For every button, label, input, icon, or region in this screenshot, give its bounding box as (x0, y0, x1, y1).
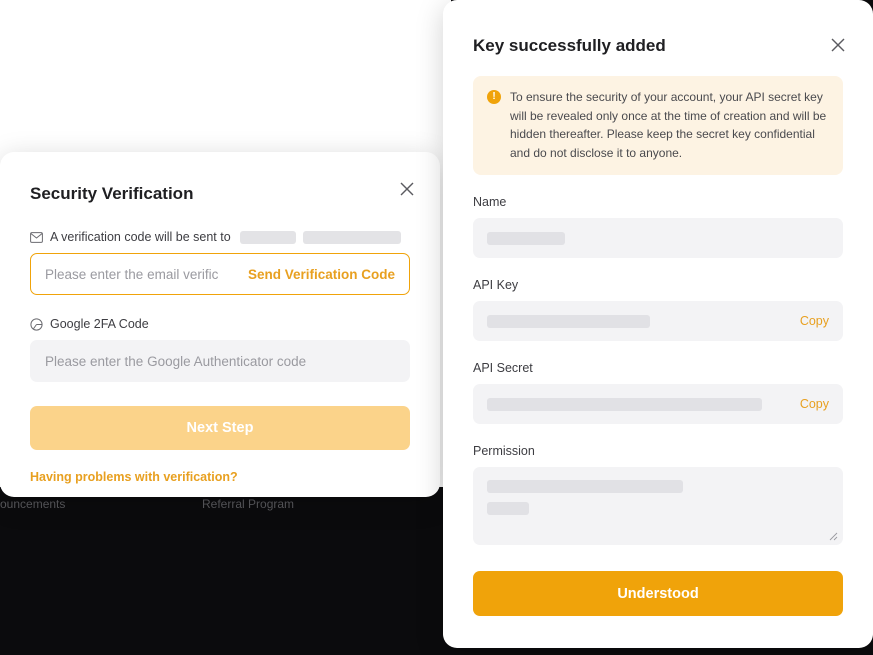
understood-button[interactable]: Understood (473, 571, 843, 616)
google-2fa-label-text: Google 2FA Code (50, 317, 149, 331)
google-2fa-placeholder: Please enter the Google Authenticator code (45, 353, 307, 369)
email-code-placeholder: Please enter the email verific (45, 266, 219, 282)
permission-field-label: Permission (473, 444, 535, 459)
email-masked-part-1 (240, 231, 296, 244)
verification-help-link[interactable]: Having problems with verification? (30, 470, 238, 484)
email-masked-part-2 (303, 231, 401, 244)
send-verification-code-button[interactable]: Send Verification Code (247, 266, 395, 282)
permission-masked-line-1 (487, 480, 683, 493)
email-note-text: A verification code will be sent to (50, 230, 231, 244)
warning-icon: ! (487, 90, 501, 104)
permission-masked-line-2 (487, 502, 529, 515)
key-dialog-title: Key successfully added (473, 36, 666, 55)
security-verification-dialog (0, 152, 440, 497)
api-key-field-label: API Key (473, 278, 519, 293)
close-icon[interactable] (396, 178, 418, 200)
name-field-label: Name (473, 195, 507, 210)
security-notice (473, 76, 843, 175)
google-2fa-input[interactable] (30, 340, 410, 382)
email-code-input[interactable] (30, 253, 410, 295)
footer-link-referral-program[interactable]: Referral Program (202, 497, 295, 511)
api-key-masked-value (487, 315, 650, 328)
api-key-field-value (473, 301, 843, 341)
name-field-value (473, 218, 843, 258)
google-2fa-label-row (30, 317, 410, 331)
copy-api-key-button[interactable]: Copy (799, 314, 829, 329)
key-added-dialog (443, 0, 873, 648)
email-verification-note-row (30, 230, 410, 244)
security-notice-text: To ensure the security of your account, your API secret key will be revealed only once at the time of creation and will be hidden thereafter. Please keep the secret key confidential and do not disclose it to anyone. (510, 90, 827, 160)
envelope-icon (30, 232, 43, 243)
footer-link-announcements[interactable]: ouncements (0, 497, 66, 511)
api-secret-field-label: API Secret (473, 361, 533, 376)
background-dark-panel-bottom (0, 487, 451, 655)
next-step-button[interactable]: Next Step (30, 406, 410, 450)
resize-handle-icon[interactable] (829, 532, 839, 542)
api-secret-field-value (473, 384, 843, 424)
google-authenticator-icon (30, 318, 43, 331)
api-secret-masked-value (487, 398, 762, 411)
close-icon[interactable] (827, 34, 849, 56)
security-dialog-title: Security Verification (30, 184, 194, 203)
permission-field-value[interactable] (473, 467, 843, 545)
name-masked-value (487, 232, 565, 245)
copy-api-secret-button[interactable]: Copy (799, 397, 829, 412)
